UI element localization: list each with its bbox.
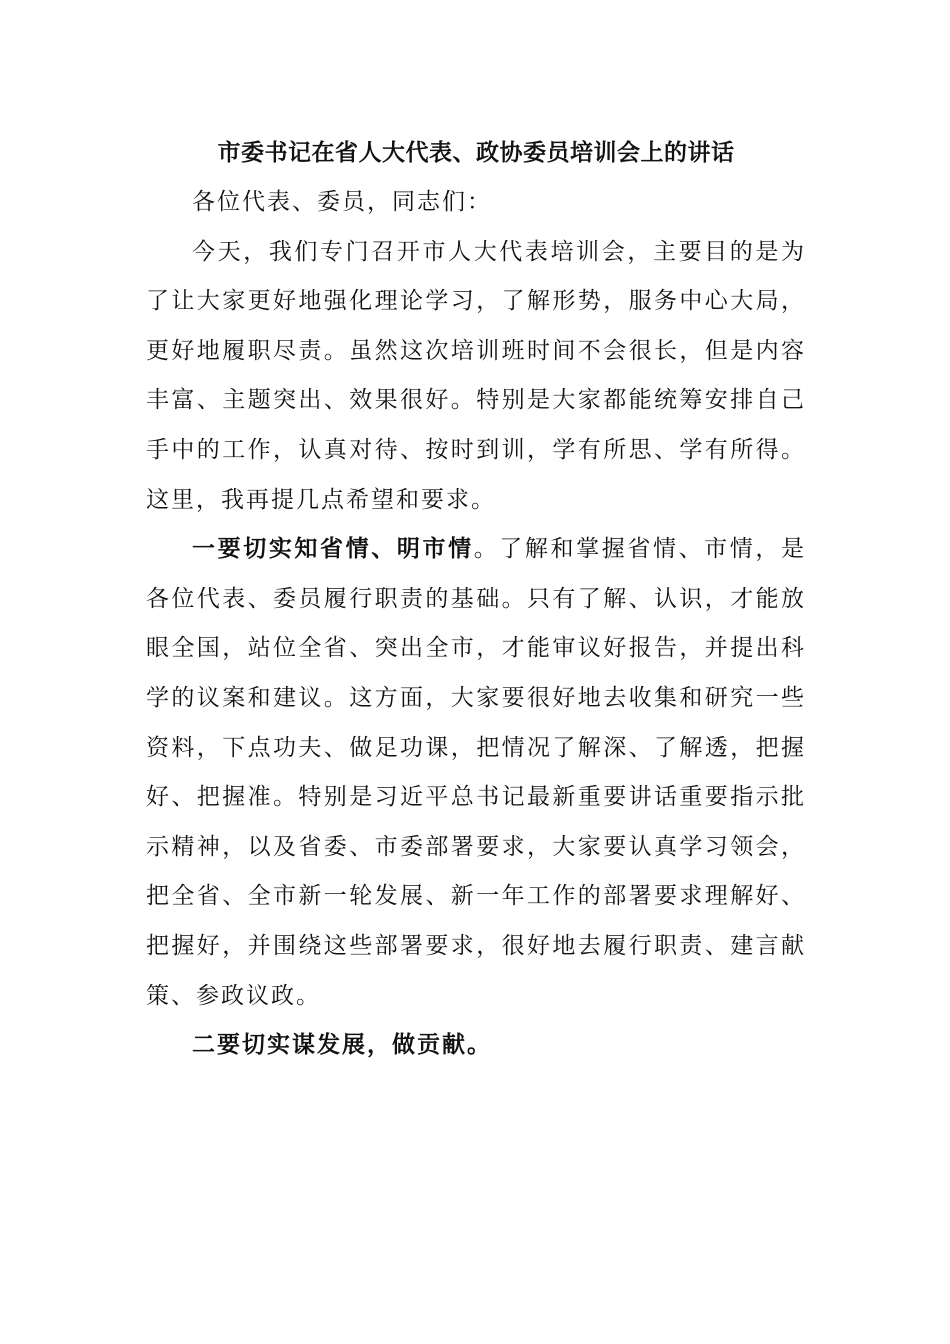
point-one-text: 。了解和掌握省情、市情，是各位代表、委员履行职责的基础。只有了解、认识，才能放眼全国，站位全省、突出全市，才能审议好报告，并提出科学的议案和建议。这方面，大家要很好地去收集和研究一些资料，下点功夫、做足功课，把情况了解深、了解透，把握好、把握准。特别是习近平总书记最新重要讲话重要指示批示精神，以及省委、市委部署要求，大家要认真学习领会，把全省、全市新一轮发展、新一年工作的部署要求理解好、把握好，并围绕这些部署要求，很好地去履行职责、建言献策、参政议政。 [146, 536, 807, 1009]
paragraph-point-two [146, 1021, 806, 1071]
paragraph-point-one [146, 525, 806, 1021]
document-title: 市委书记在省人大代表、政协委员培训会上的讲话 [217, 140, 735, 166]
document-page [146, 128, 806, 1071]
paragraph-intro-text: 今天，我们专门召开市人大代表培训会，主要目的是为了让大家更好地强化理论学习，了解形势，服务中心大局，更好地履职尽责。虽然这次培训班时间不会很长，但是内容丰富、主题突出、效果很好。特别是大家都能统筹安排自己手中的工作，认真对待、按时到训，学有所思、学有所得。这里，我再提几点希望和要求。 [146, 238, 806, 513]
salutation: 各位代表、委员，同志们： [192, 189, 492, 215]
point-one-heading: 一要切实知省情、明市情 [192, 536, 474, 563]
point-two-heading: 二要切实谋发展，做贡献。 [192, 1032, 492, 1059]
paragraph-intro [146, 228, 806, 526]
